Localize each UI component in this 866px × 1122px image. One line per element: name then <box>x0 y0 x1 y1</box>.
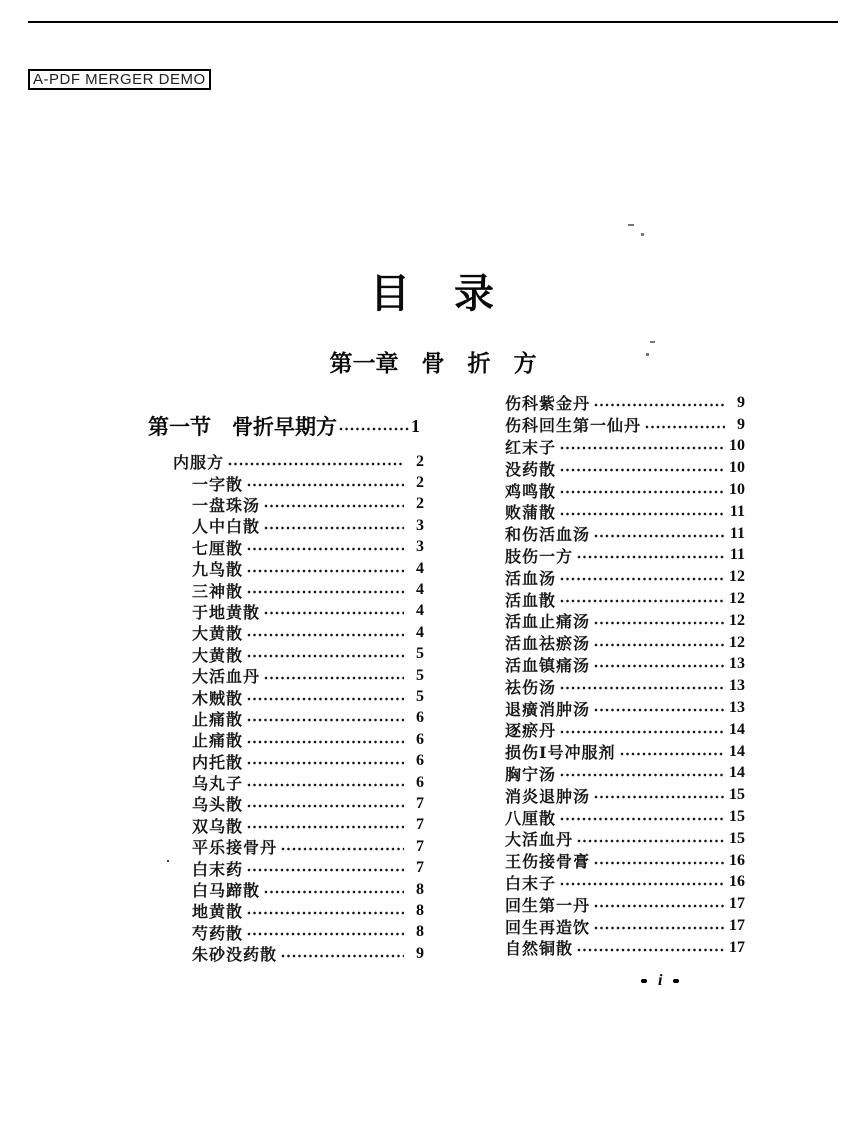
entry-page-number: 8 <box>416 880 424 898</box>
dot-leader <box>560 881 725 887</box>
toc-entry-row <box>505 806 745 828</box>
toc-entry-row <box>505 654 745 676</box>
toc-right-column <box>505 392 745 959</box>
entry-page-number: 4 <box>416 581 424 599</box>
pdf-merger-watermark: A-PDF MERGER DEMO <box>28 69 211 90</box>
dot-leader <box>247 546 404 552</box>
entry-title: 七厘散 <box>192 540 244 558</box>
entry-page-number: 6 <box>416 709 424 727</box>
entry-title: 乌头散 <box>192 797 244 815</box>
toc-entry-row <box>505 436 745 458</box>
entry-page-number: 8 <box>416 901 424 919</box>
entry-page-number: 14 <box>729 742 745 760</box>
dot-leader <box>577 554 725 560</box>
dot-leader <box>560 511 725 517</box>
toc-entry-row <box>505 414 745 436</box>
entry-title: 祛伤汤 <box>505 679 557 697</box>
dot-leader <box>247 910 404 916</box>
entry-page-number: 5 <box>416 645 424 663</box>
folio-label: i <box>658 972 663 989</box>
dot-leader <box>247 803 404 809</box>
toc-entry-row <box>505 545 745 567</box>
toc-entry-row <box>173 601 424 622</box>
dot-leader <box>247 931 404 937</box>
entry-page-number: 7 <box>416 794 424 812</box>
entry-title: 芍药散 <box>192 925 244 943</box>
toc-entry-row <box>505 741 745 763</box>
entry-title: 内托散 <box>192 754 244 772</box>
dot-leader <box>339 425 410 433</box>
toc-entry-row <box>173 686 424 707</box>
toc-entry-row <box>173 750 424 771</box>
entry-title: 逐瘀丹 <box>505 723 557 741</box>
entry-page-number: 15 <box>729 808 745 826</box>
entry-page-number: 7 <box>416 816 424 834</box>
entry-page-number: 6 <box>416 773 424 791</box>
entry-page-number: 16 <box>729 851 745 869</box>
entry-page-number: 13 <box>729 655 745 673</box>
dot-leader <box>247 568 404 574</box>
toc-entry-row <box>173 494 424 515</box>
dot-leader <box>281 846 404 852</box>
toc-entry-row <box>505 893 745 915</box>
entry-page-number: 14 <box>729 764 745 782</box>
dot-leader <box>620 751 726 757</box>
dot-leader <box>560 576 725 582</box>
dot-leader <box>247 782 404 788</box>
entry-page-number: 11 <box>729 502 745 520</box>
toc-entry-row <box>173 729 424 750</box>
dot-leader <box>247 653 404 659</box>
entry-title: 肢伤一方 <box>505 548 574 566</box>
entry-title: 大黄散 <box>192 626 244 644</box>
dot-leader <box>594 533 725 539</box>
entry-page-number: 10 <box>729 481 745 499</box>
toc-entry-row <box>505 872 745 894</box>
dot-leader <box>577 838 725 844</box>
dot-leader <box>560 685 725 691</box>
entry-title: 止痛散 <box>192 711 244 729</box>
entry-title: 伤科回生第一仙丹 <box>505 418 642 436</box>
entry-title: 消炎退肿汤 <box>505 788 591 806</box>
entry-title: 白末药 <box>192 861 244 879</box>
toc-entry-row <box>173 922 424 943</box>
page-title: 目 录 <box>370 271 496 316</box>
entry-title: 红末子 <box>505 440 557 457</box>
entry-title: 木贼散 <box>192 690 244 708</box>
toc-entry-row <box>505 850 745 872</box>
dot-leader <box>247 696 404 702</box>
toc-entry-row <box>173 708 424 729</box>
toc-entry-row <box>505 566 745 588</box>
entry-page-number: 7 <box>416 859 424 877</box>
entry-page-number: 6 <box>416 730 424 748</box>
chapter-heading: 第一章 骨 折 方 <box>329 350 537 376</box>
entry-page-number: 17 <box>729 917 745 935</box>
entry-page-number: 5 <box>416 666 424 684</box>
entry-page-number: 6 <box>416 752 424 770</box>
entry-page-number: 9 <box>737 393 745 411</box>
entry-page-number: 15 <box>729 786 745 804</box>
entry-page-number: 2 <box>416 495 424 513</box>
entry-title: 胸宁汤 <box>505 766 557 784</box>
entry-page-number: 10 <box>729 437 745 455</box>
dot-leader <box>645 424 725 430</box>
toc-entry-row <box>173 579 424 600</box>
toc-entry-row <box>505 610 745 632</box>
scan-artifact <box>646 353 649 356</box>
entry-title: 大活血丹 <box>505 832 574 850</box>
toc-entry-row <box>505 457 745 479</box>
dot-leader <box>247 739 404 745</box>
entry-title: 白末子 <box>505 875 557 893</box>
entry-title: 乌丸子 <box>192 776 244 794</box>
dot-leader <box>594 707 725 713</box>
entry-title: 九鸟散 <box>192 562 244 580</box>
toc-entry-row <box>505 719 745 741</box>
scan-artifact <box>650 341 655 343</box>
toc-entry-row <box>505 479 745 501</box>
toc-entry-row <box>505 632 745 654</box>
dot-leader <box>247 824 404 830</box>
entry-page-number: 8 <box>416 923 424 941</box>
entry-title: 回生再造饮 <box>505 919 591 937</box>
marker-dot-left <box>641 979 647 983</box>
dot-leader <box>264 503 404 509</box>
scan-artifact <box>641 233 644 236</box>
entry-page-number: 3 <box>416 538 424 556</box>
toc-entry-row <box>505 937 745 959</box>
toc-entry-row <box>505 697 745 719</box>
entry-page-number: 13 <box>729 699 745 717</box>
entry-page-number: 7 <box>416 837 424 855</box>
entry-page-number: 5 <box>416 687 424 705</box>
entry-title: 活血镇痛汤 <box>505 657 591 675</box>
dot-leader <box>577 947 725 953</box>
toc-entry-row <box>173 451 424 472</box>
entry-page-number: 2 <box>416 474 424 492</box>
entry-title: 三神散 <box>192 583 244 601</box>
toc-entry-row <box>173 879 424 900</box>
entry-page-number: 12 <box>729 611 745 629</box>
dot-leader <box>264 610 404 616</box>
entry-title: 和伤活血汤 <box>505 527 591 545</box>
top-rule-line <box>28 21 838 23</box>
entry-title: 活血止痛汤 <box>505 614 591 632</box>
entry-page-number: 13 <box>729 677 745 695</box>
dot-leader <box>560 729 725 735</box>
dot-leader <box>228 461 404 467</box>
entry-page-number: 2 <box>416 452 424 470</box>
dot-leader <box>594 794 725 800</box>
toc-entry-row <box>173 665 424 686</box>
scan-artifact <box>167 860 169 862</box>
entry-title: 王伤接骨膏 <box>505 854 591 872</box>
toc-entry-row <box>505 392 745 414</box>
toc-entry-row <box>505 523 745 545</box>
toc-entry-row <box>173 515 424 536</box>
entry-title: 双乌散 <box>192 818 244 836</box>
entry-title: 活血祛瘀汤 <box>505 636 591 654</box>
toc-entry-row <box>173 558 424 579</box>
dot-leader <box>560 598 725 604</box>
entry-title: 一字散 <box>192 476 244 494</box>
dot-leader <box>560 772 725 778</box>
entry-page-number: 3 <box>416 516 424 534</box>
dot-leader <box>594 903 725 909</box>
entry-title: 内服方 <box>173 455 225 473</box>
toc-left-column <box>173 451 424 964</box>
entry-title: 大活血丹 <box>192 669 261 687</box>
marker-dot-right <box>673 979 679 983</box>
entry-page-number: 4 <box>416 559 424 577</box>
scan-artifact <box>628 224 634 226</box>
toc-entry-row <box>505 588 745 610</box>
dot-leader <box>281 953 404 959</box>
entry-title: 朱砂没药散 <box>192 947 278 965</box>
toc-entry-row <box>505 915 745 937</box>
toc-entry-row <box>505 675 745 697</box>
dot-leader <box>264 889 404 895</box>
entry-page-number: 9 <box>737 415 745 433</box>
toc-entry-row <box>505 763 745 785</box>
entry-page-number: 12 <box>729 568 745 586</box>
dot-leader <box>560 816 725 822</box>
toc-entry-row <box>173 472 424 493</box>
dot-leader <box>264 525 404 531</box>
entry-title: 白马蹄散 <box>192 883 261 901</box>
toc-entry-row <box>173 644 424 665</box>
entry-title: 活血汤 <box>505 570 557 588</box>
toc-entry-row <box>173 943 424 964</box>
entry-title: 止痛散 <box>192 733 244 751</box>
entry-title: 没药散 <box>505 461 557 479</box>
dot-leader <box>247 760 404 766</box>
dot-leader <box>247 632 404 638</box>
entry-page-number: 11 <box>729 546 745 564</box>
entry-title: 一盘珠汤 <box>192 497 261 515</box>
entry-title: 人中白散 <box>192 519 261 537</box>
entry-title: 大黄散 <box>192 647 244 665</box>
entry-page-number: 11 <box>729 524 745 542</box>
entry-title: 地黄散 <box>192 904 244 922</box>
dot-leader <box>594 642 725 648</box>
entry-title: 伤科紫金丹 <box>505 396 591 414</box>
entry-page-number: 9 <box>416 944 424 962</box>
entry-title: 回生第一丹 <box>505 897 591 915</box>
entry-title: 损伤Ⅰ号冲服剂 <box>505 745 616 763</box>
entry-page-number: 17 <box>729 938 745 956</box>
toc-entry-row <box>505 501 745 523</box>
entry-title: 于地黄散 <box>192 604 261 622</box>
dot-leader <box>594 860 725 866</box>
dot-leader <box>594 402 725 408</box>
dot-leader <box>594 663 725 669</box>
entry-title: 平乐接骨丹 <box>192 840 278 858</box>
folio-page-marker <box>641 972 679 990</box>
dot-leader <box>247 482 404 488</box>
entry-title: 自然铜散 <box>505 941 574 959</box>
entry-page-number: 16 <box>729 873 745 891</box>
section-title: 第一节 骨折早期方 <box>148 415 337 439</box>
dot-leader <box>560 489 725 495</box>
dot-leader <box>594 925 725 931</box>
toc-entry-row <box>173 772 424 793</box>
toc-entry-row <box>173 900 424 921</box>
toc-entry-row <box>173 537 424 558</box>
toc-entry-row <box>173 836 424 857</box>
dot-leader <box>560 467 725 473</box>
entry-page-number: 15 <box>729 829 745 847</box>
entry-page-number: 10 <box>729 459 745 477</box>
section-page-number: 1 <box>411 415 420 436</box>
toc-entry-row <box>505 828 745 850</box>
entry-title: 八厘散 <box>505 810 557 828</box>
entry-page-number: 17 <box>729 895 745 913</box>
dot-leader <box>560 445 725 451</box>
entry-page-number: 4 <box>416 623 424 641</box>
dot-leader <box>247 589 404 595</box>
entry-page-number: 4 <box>416 602 424 620</box>
toc-entry-row <box>505 784 745 806</box>
toc-entry-row <box>173 857 424 878</box>
entry-page-number: 14 <box>729 720 745 738</box>
entry-title: 鸡鸣散 <box>505 483 557 501</box>
entry-page-number: 12 <box>729 590 745 608</box>
toc-entry-row <box>173 815 424 836</box>
entry-title: 退癀消肿汤 <box>505 701 591 719</box>
dot-leader <box>594 620 725 626</box>
entry-title: 活血散 <box>505 592 557 610</box>
dot-leader <box>264 675 404 681</box>
entry-title: 败蒲散 <box>505 505 557 523</box>
section-heading-row <box>148 411 420 441</box>
toc-entry-row <box>173 793 424 814</box>
dot-leader <box>247 717 404 723</box>
dot-leader <box>247 867 404 873</box>
toc-entry-row <box>173 622 424 643</box>
entry-page-number: 12 <box>729 633 745 651</box>
